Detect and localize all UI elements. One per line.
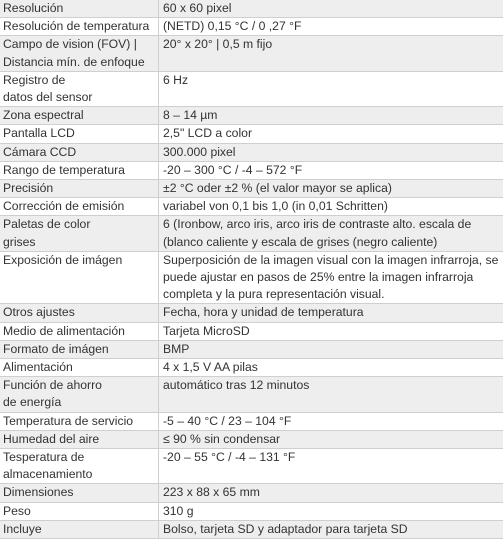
spec-label-line: Distancia mín. de enfoque [3,54,145,69]
spec-value [159,0,503,18]
spec-row [0,0,503,18]
spec-label-line: Temperatura de servicio [3,413,134,428]
spec-value [159,143,503,161]
spec-row [0,304,503,322]
spec-value-line: 8 – 14 µm [163,108,218,123]
spec-row [0,359,503,377]
spec-label [0,18,159,36]
spec-value-line: variabel von 0,1 bis 1,0 (in 0,01 Schritten) [163,199,388,214]
spec-value [159,36,503,71]
spec-label [0,143,159,161]
spec-row [0,502,503,520]
spec-row [0,198,503,216]
spec-value [159,216,503,251]
spec-label-line: Humedad del aire [3,431,100,446]
spec-label [0,125,159,143]
spec-label [0,198,159,216]
spec-row [0,71,503,106]
spec-value-line: 223 x 88 x 65 mm [163,485,260,500]
spec-label-line: Otros ajustes [3,305,75,320]
spec-label-line: Alimentación [3,360,73,375]
spec-label-line: Incluye [3,521,42,536]
spec-value-line: completa y la pura representación visual. [163,287,385,302]
spec-row [0,125,503,143]
spec-label-line: Resolución [3,1,64,15]
spec-value-line: ±2 °C oder ±2 % (el valor mayor se aplica) [163,181,392,196]
spec-value [159,520,503,538]
spec-value [159,107,503,125]
spec-value-line: -20 – 55 °C / -4 – 131 °F [163,450,296,465]
spec-value-line [163,394,501,411]
spec-label-line: Resolución de temperatura [3,19,150,34]
spec-value-line: automático tras 12 minutos [163,378,310,393]
spec-value-line: (blanco caliente y escala de grises (negro caliente) [163,234,438,249]
spec-label [0,359,159,377]
spec-label-line [3,286,156,303]
spec-label-line: Peso [3,503,31,518]
spec-label-line: grises [3,234,36,249]
spec-value-line: 310 g [163,503,194,518]
spec-row [0,322,503,340]
spec-label-line: de energía [3,395,62,410]
spec-value-line: 4 x 1,5 V AA pilas [163,360,258,375]
spec-value-line: 300.000 pixel [163,144,236,159]
spec-row [0,36,503,71]
spec-value-line: ≤ 90 % sin condensar [163,431,281,446]
spec-row [0,143,503,161]
spec-value-line [163,466,501,483]
spec-label-line: Función de ahorro [3,378,102,393]
spec-label [0,216,159,251]
spec-row [0,180,503,198]
spec-label [0,71,159,106]
spec-value [159,198,503,216]
spec-label [0,520,159,538]
spec-value-line: 20° x 20° | 0,5 m fijo [163,37,273,52]
spec-value [159,304,503,322]
spec-value [159,502,503,520]
spec-value [159,449,503,484]
spec-label-line: Pantalla LCD [3,126,75,141]
spec-label [0,502,159,520]
spec-value-line: 6 (Ironbow, arco iris, arco iris de contraste alto. escala de [163,217,472,232]
spec-label [0,449,159,484]
spec-row [0,449,503,484]
spec-value [159,161,503,179]
spec-label [0,304,159,322]
spec-label-line: Cámara CCD [3,144,77,159]
spec-value-line: -5 – 40 °C / 23 – 104 °F [163,413,292,428]
spec-label-line: datos del sensor [3,90,93,105]
spec-label-line: Registro de [3,72,66,87]
spec-label-line: Medio de alimentación [3,323,125,338]
spec-row [0,18,503,36]
spec-value-line: Tarjeta MicroSD [163,323,250,338]
spec-row [0,216,503,251]
spec-label-line: Rango de temperatura [3,162,125,177]
spec-row [0,161,503,179]
spec-label [0,0,159,18]
spec-label [0,484,159,502]
spec-value [159,484,503,502]
spec-label [0,412,159,430]
spec-label-line: Paletas de color [3,217,91,232]
spec-label-line: Zona espectral [3,108,84,123]
spec-value-line: puede ajustar en pasos de 25% entre la imagen infrarroja [163,270,474,285]
spec-value [159,18,503,36]
spec-value [159,322,503,340]
spec-value [159,251,503,304]
spec-value [159,430,503,448]
spec-label-line: Formato de imágen [3,341,109,356]
spec-label-line: Corrección de emisión [3,199,125,214]
spec-row [0,340,503,358]
spec-value-line: (NETD) 0,15 °C / 0 ,27 °F [163,19,302,34]
spec-value [159,340,503,358]
spec-label [0,251,159,304]
spec-value-line [163,89,501,106]
spec-label-line: almacenamiento [3,467,93,482]
spec-row [0,412,503,430]
spec-row [0,484,503,502]
spec-label [0,161,159,179]
spec-label [0,377,159,412]
spec-row [0,520,503,538]
spec-value-line: -20 – 300 °C / -4 – 572 °F [163,162,303,177]
spec-label [0,340,159,358]
spec-value-line: Bolso, tarjeta SD y adaptador para tarjeta SD [163,521,408,536]
spec-label-line: Dimensiones [3,485,74,500]
spec-label [0,180,159,198]
spec-value-line: 6 Hz [163,72,189,87]
spec-label [0,107,159,125]
spec-value [159,412,503,430]
spec-value [159,71,503,106]
spec-value-line: BMP [163,341,190,356]
spec-label [0,36,159,71]
spec-label-line: Campo de vision (FOV) | [3,37,137,52]
spec-label-line: Precisión [3,181,54,196]
spec-label-line: Tesperatura de [3,450,85,465]
spec-value-line [163,54,501,71]
spec-value-line: 60 x 60 pixel [163,1,232,15]
spec-label [0,322,159,340]
spec-label-line [3,269,156,286]
spec-row [0,251,503,304]
spec-row [0,377,503,412]
spec-value-line: Superposición de la imagen visual con la imagen infrarroja, se [163,252,499,267]
spec-value [159,377,503,412]
spec-value [159,359,503,377]
spec-value-line: 2,5" LCD a color [163,126,253,141]
spec-row [0,107,503,125]
spec-label [0,430,159,448]
spec-value-line: Fecha, hora y unidad de temperatura [163,305,364,320]
spec-row [0,430,503,448]
spec-value [159,180,503,198]
spec-label-line: Exposición de imágen [3,252,123,267]
spec-value [159,125,503,143]
